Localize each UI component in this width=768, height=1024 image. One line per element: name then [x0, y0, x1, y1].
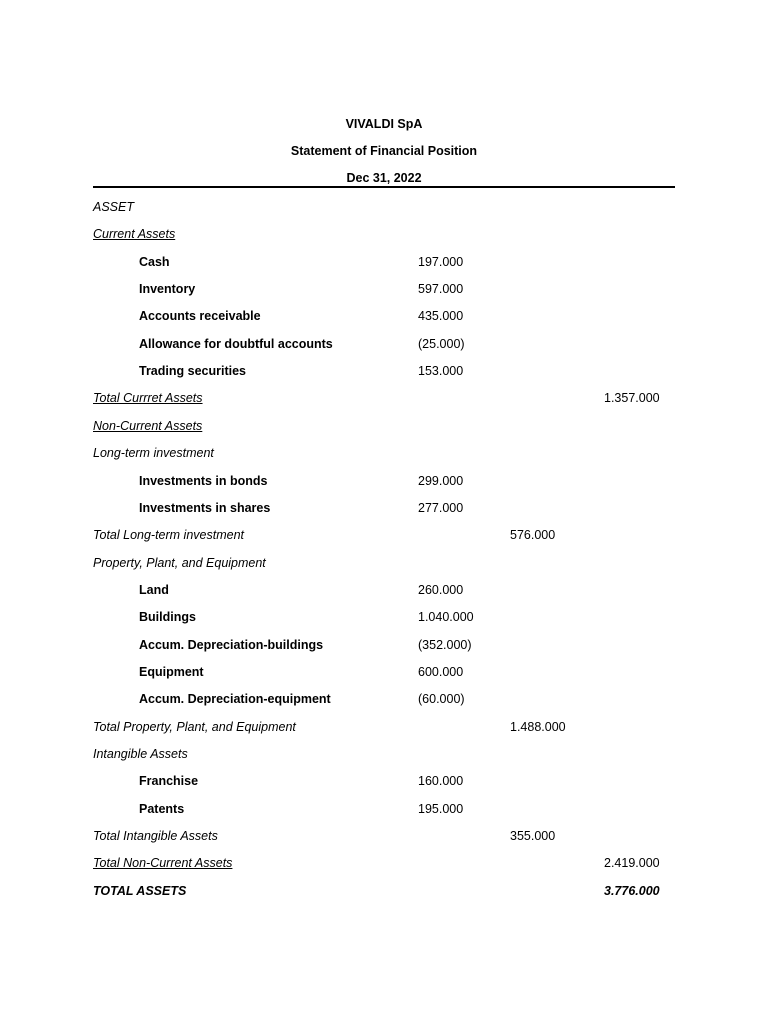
statement-row: [0, 472, 768, 490]
line-item-label: Accounts receivable: [139, 309, 261, 323]
statement-row: [0, 307, 768, 325]
line-item-label: Inventory: [139, 282, 196, 296]
section-label: Total Currret Assets: [93, 391, 203, 405]
line-item-label: Patents: [139, 802, 185, 816]
total-amount: 3.776.000: [604, 884, 660, 898]
line-item-label: Trading securities: [139, 364, 246, 378]
line-item-label: Accum. Depreciation-buildings: [139, 638, 324, 652]
section-label: TOTAL ASSETS: [93, 884, 187, 898]
item-amount: (352.000): [418, 638, 472, 652]
statement-row: [0, 526, 768, 544]
statement-row: [0, 854, 768, 872]
section-label: Total Non-Current Assets: [93, 856, 233, 870]
section-label: Current Assets: [93, 227, 176, 241]
item-amount: 277.000: [418, 501, 464, 515]
statement-row: [0, 827, 768, 845]
item-amount: 160.000: [418, 774, 464, 788]
statement-row: [0, 718, 768, 736]
section-label: Total Intangible Assets: [93, 829, 218, 843]
item-amount: 435.000: [418, 309, 464, 323]
line-item-label: Franchise: [139, 774, 199, 788]
item-amount: 597.000: [418, 282, 464, 296]
section-label: Property, Plant, and Equipment: [93, 556, 266, 570]
statement-date: Dec 31, 2022: [346, 171, 422, 185]
item-amount: 260.000: [418, 583, 464, 597]
section-label: Non-Current Assets: [93, 419, 203, 433]
total-amount: 2.419.000: [604, 856, 660, 870]
item-amount: 1.040.000: [418, 610, 474, 624]
line-item-label: Investments in shares: [139, 501, 271, 515]
statement-row: [0, 581, 768, 599]
statement-row: [0, 417, 768, 435]
item-amount: 195.000: [418, 802, 464, 816]
subtotal-amount: 576.000: [510, 528, 556, 542]
statement-row: [0, 198, 768, 216]
section-label: Long-term investment: [93, 446, 214, 460]
line-item-label: Buildings: [139, 610, 196, 624]
statement-row: [0, 608, 768, 626]
statement-row: [0, 389, 768, 407]
statement-row: [0, 280, 768, 298]
section-label: Intangible Assets: [93, 747, 188, 761]
total-amount: 1.357.000: [604, 391, 660, 405]
statement-row: [0, 882, 768, 900]
statement-row: [0, 745, 768, 763]
statement-row: [0, 636, 768, 654]
item-amount: 600.000: [418, 665, 464, 679]
statement-title: Statement of Financial Position: [290, 144, 478, 158]
section-label: Total Property, Plant, and Equipment: [93, 720, 296, 734]
statement-row: [0, 690, 768, 708]
item-amount: 197.000: [418, 255, 464, 269]
statement-row: [0, 362, 768, 380]
line-item-label: Investments in bonds: [139, 474, 268, 488]
company-name: VIVALDI SpA: [345, 117, 423, 131]
statement-row: [0, 772, 768, 790]
subtotal-amount: 355.000: [510, 829, 556, 843]
item-amount: (25.000): [418, 337, 465, 351]
line-item-label: Accum. Depreciation-equipment: [139, 692, 331, 706]
item-amount: 153.000: [418, 364, 464, 378]
item-amount: (60.000): [418, 692, 465, 706]
statement-row: [0, 444, 768, 462]
statement-row: [0, 499, 768, 517]
statement-row: [0, 554, 768, 572]
statement-row: [0, 800, 768, 818]
line-item-label: Equipment: [139, 665, 204, 679]
section-label: Total Long-term investment: [93, 528, 245, 542]
statement-row: [0, 335, 768, 353]
section-label: ASSET: [93, 200, 134, 214]
line-item-label: Land: [139, 583, 169, 597]
subtotal-amount: 1.488.000: [510, 720, 566, 734]
item-amount: 299.000: [418, 474, 464, 488]
statement-row: [0, 663, 768, 681]
header-divider: [93, 186, 675, 188]
line-item-label: Allowance for doubtful accounts: [139, 337, 333, 351]
statement-row: [0, 225, 768, 243]
statement-row: [0, 253, 768, 271]
line-item-label: Cash: [139, 255, 170, 269]
